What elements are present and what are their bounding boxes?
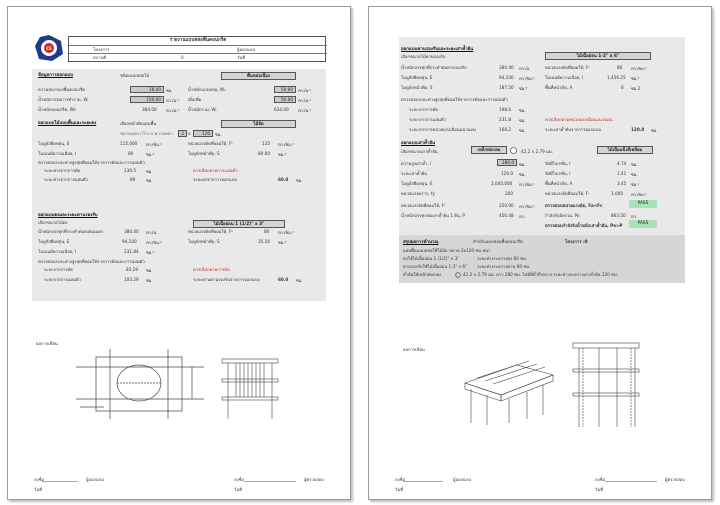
compression-pass-badge: PASS	[629, 200, 657, 208]
post-r2-label: รัศมีไจเรชั่น, r	[545, 171, 571, 176]
sheet-width-input[interactable]: 2	[178, 130, 187, 137]
unit: กก./ม.²	[298, 88, 311, 93]
joist-bending-label: ระยะจากการดัด	[44, 267, 74, 272]
sheathing-e-value: 115,000	[120, 141, 138, 146]
post-select-label: เลือกขนาดเสาค้ำยัน	[401, 149, 438, 154]
beam-e-label: โมดูลัสยืดหยุ่น, E	[401, 75, 433, 80]
beam-title: ออกแบบคานรองรับและระยะเสาค้ำยัน	[401, 47, 474, 52]
beam-size-button[interactable]: ไม้เนื้ออ่อน 1-2" x 6"	[545, 52, 651, 60]
allowance-input[interactable]: 50.00	[274, 96, 296, 103]
summary-line-post-detail: 42.2 x 2.79 มม. ยาว 280 ซม. ไม่มีที่ค้ำกึ่งกลาง ระยะห่างระหว่างเสาค้ำยัน 120 ซม.	[463, 272, 619, 277]
report-title: รายงานแบบหล่อพื้นคอนกรีต	[169, 38, 227, 43]
unit: ซม.	[215, 132, 222, 137]
date-label: วันที่	[595, 487, 603, 492]
joist-e-value: 94,100	[122, 239, 137, 244]
unit: ซม.	[631, 172, 638, 177]
sheathing-i-label: โมเมนต์ความเฉื่อย, I	[38, 151, 77, 156]
joist-select-label: เลือกขนาดไม้ตง	[38, 220, 68, 225]
unit: กก./ซม.²	[519, 76, 535, 81]
post-spacing-input-value: 120.0	[501, 171, 513, 176]
designer-role: ผู้ออกแบบ	[453, 477, 472, 482]
summary-subtitle: สำหรับแบบหล่อพื้นคอนกรีต	[473, 239, 523, 244]
post-fy-value: 200	[505, 191, 513, 196]
unit: กก./ซม.²	[278, 230, 294, 235]
beam-bending-label: ระยะจากการดัด	[409, 107, 439, 112]
summary-line-sheathing: แผ่นพื้นแบบหล่อใช้ไม้อัด ขนาด 2x120 ซม.หนา	[403, 248, 491, 253]
deflection-spacing-label: ระยะห่างจากการแอ่นตัว	[44, 177, 88, 182]
plywood-button[interactable]: ไม้อัด	[221, 120, 296, 128]
unit: ซม.	[519, 128, 526, 133]
post-a-label: พื้นที่หน้าตัด, A	[545, 181, 573, 186]
concrete-weight-label: น้ำหนักคอนกรีต, Wᴄ	[38, 107, 77, 112]
concrete-weight-value: 384.00	[142, 107, 157, 112]
unit: ซม.⁴	[146, 250, 155, 255]
date-label: วันที่	[34, 487, 42, 492]
joist-bending-value: 83.29	[126, 267, 138, 272]
report-page-1: CE รายงานแบบหล่อพื้นคอนกรีต โครงการ ผู้ออกแบบ สถานที่ 0 วันที่ ข้อมูลการออกแบบ ชนิดแบบหล่อไม้ พื้นหล่อเนื้อง ความหนาของพื้นคอนกรีต 16.00 ซม. น้ำหนักแบบหล่อ, Wₒ 50.00 กก./ม.² น้ำหนักกรรมการทำงาน, Wₗ 150.00 กก./ม.² เผื่อเพิ่ม 50.00 กก./ม.² น้ำหนักคอนกรีต, Wᴄ 384.00 กก./ม.² น้ำหนักรวม, Wₜ 634.00 กก./ม.² ออกแบบไม้แบบพื้นและระยะตง เลือกหน้าตัดแผ่นพื้น ไม้อัด ขนาดแผ่น กว้าง x ความหนา 2 x 120 ซม. โมดูลัสยืดหยุ่น, E 115,000 กก./ซม.² หน่วยแรงดัดที่ยอมให้, Fᵇ 135 กก./ซม.² โมเมนต์ความเฉื่อย, I 80 ซม.⁴ โมดูลัสหน้าตัด, S 80.00 ซม.³ ตรวจสอบระยะห่างสูงสุดที่ยอมให้จากการดัดและการแอ่นตัว ระยะห่างจากการดัด 130.5 ซม. ควรเลือกตามการแอ่นตัว ระยะห่างจากการแอ่นตัว 89 ซม. ระยะตงจากการออกแบบ 60.0 ซม. ออกแบบตงและระยะคานรองรับ เลือกขนาดไม้ตง ไม้เนื้ออ่อน 1 (1/2)" x 3" น้ำหนักบรรทุกที่กระทำต่อตงต่อเมตร 380.40 กก./ม. หน่วยแรงดัดที่ยอมให้, Fᵇ 80 กก./ซม.² โมดูลัสยืดหยุ่น, E 94,100 กก./ซม.² โมดูลัสหน้าตัด, S 35.16 ซม.³ โมเมนต์ความเฉื่อย, I 131.84 ซม.⁴ ตรวจสอบระยะห่างสูงสุดที่ยอมให้จากการดัดและการแอ่นตัว ระยะจากการดัด 83.29 ซม. ควรเลือกตามการดัด ระยะจากการแอ่นตัว 103.29 ซม. ระยะคานคานรองรับจากการออกแบบ 60.0 ซม. ผลการเขียน ลงชื่อ ผู้ออกแบบ วันที่ ลงชื่อ ผู้ตรวจสอบ วันที่	[7, 6, 351, 500]
joist-load-label: น้ำหนักบรรทุกที่กระทำต่อตงต่อเมตร	[38, 229, 104, 234]
sheathing-e-label: โมดูลัสยืดหยุ่น, E	[38, 141, 70, 146]
timber-post-button[interactable]: ไม้เนื้อแข็งสี่เหลี่ยม	[597, 146, 653, 154]
sign-label: ลงชื่อ	[595, 477, 605, 482]
slab-type-button[interactable]: พื้นหล่อเนื้อง	[221, 72, 296, 80]
joist-deflection-value: 103.29	[124, 277, 139, 282]
formwork-weight-label: น้ำหนักแบบหล่อ, Wₒ	[188, 87, 226, 92]
joist-spacing-value: 60.0	[278, 177, 289, 182]
capacity-pass-badge: PASS	[629, 220, 657, 228]
unit: ซม.	[631, 162, 638, 167]
post-r1-value: 4.74	[617, 161, 627, 166]
unit: กก./ซม.²	[631, 66, 647, 71]
sign-label: ลงชื่อ	[395, 477, 405, 482]
bending-spacing-value: 130.5	[124, 168, 136, 173]
lumber-type-label: ชนิดแบบหล่อไม้	[120, 73, 150, 78]
post-spacing-value: 120.0	[631, 127, 645, 132]
summary-line-post: ค้ำยันใช้เหล็กท่อกลม	[403, 272, 441, 277]
unit: ซม.	[146, 178, 153, 183]
sheathing-i-value: 80	[128, 151, 134, 156]
unit: ซม.	[519, 118, 526, 123]
unit: กก./ซม.²	[519, 204, 535, 209]
unit: กก./ซม.²	[146, 142, 162, 147]
post-length-input[interactable]: 280.0	[497, 159, 517, 166]
beam-s-label: โมดูลัสหน้าตัด, S	[401, 85, 433, 90]
unit: ซม.	[651, 128, 658, 133]
post-length-label: ความสูงเสาค้ำ, l	[401, 161, 432, 166]
summary-project: โครงการ :0	[565, 239, 588, 244]
sign-label: ลงชื่อ	[234, 477, 244, 482]
sheet-thickness-input[interactable]: 120	[193, 130, 213, 137]
sheathing-select-label: เลือกหน้าตัดแผ่นพื้น	[120, 121, 157, 126]
steel-pipe-button[interactable]: เหล็กท่อกลม	[471, 146, 507, 154]
allowance-label: เผื่อเพิ่ม	[188, 97, 202, 102]
compression-check-label: ตรวจสอบหน่วยแรงอัด, Fa<Fc	[545, 203, 603, 208]
beam-a-value: 8	[621, 85, 624, 90]
post-e-value: 2,040,000	[491, 181, 513, 186]
beam-a-label: พื้นที่หน้าตัด, A	[545, 85, 573, 90]
unit: ซม.³	[278, 152, 287, 157]
slab-thickness-label: ความหนาของพื้นคอนกรีต	[38, 87, 85, 92]
joist-title: ออกแบบตงและระยะคานรองรับ	[38, 213, 98, 218]
post-fc2-value: 250.00	[499, 203, 514, 208]
beam-shear-value: 168.2	[499, 127, 511, 132]
deflection-spacing-value: 89	[130, 177, 136, 182]
post-fy-label: หน่วยแรงคราก, fy	[401, 191, 435, 196]
joist-e-label: โมดูลัสยืดหยุ่น, E	[38, 239, 70, 244]
beam-shear-label: ระยะจากการหน่วยแรงเฉือนแนวนอน	[409, 127, 476, 132]
company-logo-icon	[34, 34, 64, 62]
beam-e-value: 94,100	[499, 75, 514, 80]
checker-role: ผู้ตรวจสอบ	[304, 477, 324, 482]
joist-s-value: 35.16	[258, 239, 270, 244]
joist-i-label: โมเมนต์ความเฉื่อย, I	[38, 249, 77, 254]
sheathing-check-label: ตรวจสอบระยะห่างสูงสุดที่ยอมให้จากการดัดและการแอ่นตัว	[38, 160, 145, 165]
sheathing-title: ออกแบบไม้แบบพื้นและระยะตง	[38, 121, 97, 126]
sheathing-s-label: โมดูลัสหน้าตัด, S	[188, 151, 220, 156]
beam-check-label: ตรวจสอบระยะห่างสูงสุดที่ยอมให้จากการดัดและการแอ่นตัว	[401, 97, 508, 102]
sheathing-fb-value: 135	[262, 141, 270, 146]
live-load-label: น้ำหนักกรรมการทำงาน, Wₗ	[38, 97, 89, 102]
summary-line-joist: ตงใช้ไม้เนื้ออ่อน 1 (1/2)" x 3"	[403, 256, 460, 261]
post-fc-value: 1,000	[611, 191, 623, 196]
unit: กก./ม.²	[166, 98, 179, 103]
joist-governing-note: ควรเลือกตามการดัด	[193, 267, 230, 272]
sheathing-s-value: 80.00	[258, 151, 270, 156]
total-weight-value: 634.00	[274, 107, 289, 112]
summary-title: สรุปผลการคำนวณ	[403, 240, 439, 245]
unit: กก./ซม.²	[146, 240, 162, 245]
sheet-dim-label: ขนาดแผ่น กว้าง x ความหนา	[120, 131, 173, 136]
joist-load-value: 380.40	[124, 229, 139, 234]
radio-selected-icon[interactable]	[510, 147, 517, 154]
unit: ซม.	[146, 268, 153, 273]
beam-spacing-label: ระยะคานคานรองรับจากการออกแบบ	[193, 277, 261, 282]
report-header	[68, 36, 326, 62]
joist-fb-label: หน่วยแรงดัดที่ยอมให้, Fᵇ	[188, 229, 234, 234]
post-spacing-input-label: ระยะเสาค้ำยัน	[401, 171, 428, 176]
unit: กก./ม.²	[298, 98, 311, 103]
unit: ซม.⁴	[631, 76, 640, 81]
post-capacity-value: 863.50	[611, 213, 626, 218]
location-label: สถานที่	[93, 55, 107, 60]
date-label: วันที่	[234, 487, 242, 492]
drawing-label: ผลการเขียน	[36, 341, 58, 346]
unit: ซม.	[146, 278, 153, 283]
unit: กก./ม.	[519, 66, 531, 71]
designer-label: ผู้ออกแบบ	[237, 47, 256, 52]
pipe-size-value: 42.2 x 2.79 มม.	[521, 149, 553, 154]
unit: ซม.	[519, 172, 526, 177]
unit: กก./ซม.²	[631, 192, 647, 197]
beam-load-label: น้ำหนักบรรทุกที่กระทำต่อคานรองรับ	[401, 65, 467, 70]
pipe-circle-icon	[455, 272, 461, 278]
post-load-label: น้ำหนักบรรทุกต่อเสาค้ำยัน 1 ต้น, P	[401, 213, 465, 218]
joist-size-button[interactable]: ไม้เนื้ออ่อน 1 (1/2)" x 3"	[193, 220, 285, 228]
beam-deflection-value: 231.8	[499, 117, 511, 122]
post-a-value: 3.45	[617, 181, 627, 186]
sign-label: ลงชื่อ	[34, 477, 44, 482]
svg-text:CE: CE	[46, 46, 52, 51]
slab-formwork-plan-drawing	[76, 349, 204, 419]
sheathing-governing-note: ควรเลือกตามการแอ่นตัว	[193, 168, 238, 173]
joist-i-value: 131.84	[124, 249, 139, 254]
designer-role: ผู้ออกแบบ	[86, 477, 105, 482]
post-load-value: 456.48	[499, 213, 514, 218]
unit: ซม.	[296, 178, 303, 183]
unit: ซม.³	[519, 86, 528, 91]
unit: กก./ซม.²	[519, 182, 535, 187]
unit: กก./ม.²	[298, 108, 311, 113]
post-e-label: โมดูลัสยืดหยุ่น, E	[401, 181, 433, 186]
beam-fb-label: หน่วยแรงดัดที่ยอมให้, Fᵇ	[545, 65, 591, 70]
unit: กก.	[631, 214, 638, 219]
checker-role: ผู้ตรวจสอบ	[665, 477, 685, 482]
beam-i-value: 1,456.25	[607, 75, 626, 80]
joist-fb-value: 80	[264, 229, 270, 234]
unit: ซม.³	[278, 240, 287, 245]
slab-thickness-input[interactable]: 16.00	[130, 86, 164, 93]
beam-deflection-label: ระยะจากการแอ่นตัว	[409, 117, 446, 122]
design-info-title: ข้อมูลการออกแบบ	[38, 73, 74, 78]
unit: กก./ม.²	[166, 108, 179, 113]
unit: ซม.	[166, 88, 173, 93]
post-fc2-label: หน่วยแรงอัดที่ยอมให้, Fᶜ	[401, 203, 446, 208]
beam-fb-value: 80	[617, 65, 623, 70]
drawing-label: ผลการเขียน	[403, 347, 425, 352]
date-label: วันที่	[237, 55, 245, 60]
beam-bending-value: 198.6	[499, 107, 511, 112]
calc-area	[32, 69, 326, 301]
unit: ซม.	[146, 169, 153, 174]
formwork-weight-input[interactable]: 50.00	[274, 86, 296, 93]
beam-spacing-value: 60.0	[278, 277, 289, 282]
formwork-isometric-drawing	[457, 343, 557, 425]
post-r2-value: 1.41	[617, 171, 627, 176]
summary-line-beam-spacing: ระยะห่างระหว่างคาน 60 ซม.	[477, 264, 531, 269]
sheathing-fb-label: หน่วยแรงดัดที่ยอมให้, Fᵇ	[188, 141, 234, 146]
date-label: วันที่	[395, 487, 403, 492]
beam-governing-note: ควรเลือกตามหน่วยแรงเฉือนแนวนอน	[545, 117, 613, 122]
capacity-check-label: ตรวจสอบกำลังรับน้ำหนักเสาค้ำยัน, Pa>P	[545, 223, 623, 228]
live-load-input[interactable]: 150.00	[130, 96, 164, 103]
unit: กก.	[519, 214, 526, 219]
joist-s-label: โมดูลัสหน้าตัด, S	[188, 239, 220, 244]
joist-check-label: ตรวจสอบระยะห่างสูงสุดที่ยอมให้จากการดัดและการแอ่นตัว	[38, 259, 145, 264]
post-r1-label: รัศมีไจเรชั่น, r	[545, 161, 571, 166]
total-weight-label: น้ำหนักรวม, Wₜ	[188, 107, 217, 112]
beam-i-label: โมเมนต์ความเฉื่อย, I	[545, 75, 584, 80]
post-title: ออกแบบเสาค้ำยัน	[401, 141, 435, 146]
beam-s-value: 187.50	[499, 85, 514, 90]
post-capacity-label: กำลังรับอัดรวม, Pa	[545, 213, 580, 218]
post-fc-label: หน่วยแรงอัดที่ยอมให้, Fᶜ	[545, 191, 590, 196]
unit: ซม.2	[631, 86, 641, 91]
formwork-section-drawing	[571, 339, 643, 429]
unit: ซม.²	[631, 182, 640, 187]
bending-spacing-label: ระยะห่างจากการดัด	[44, 168, 81, 173]
project-label: โครงการ	[93, 47, 110, 52]
unit: ซม.	[519, 162, 526, 167]
formwork-elevation-drawing	[220, 357, 280, 419]
post-spacing-label: ระยะเสาค้ำยันจากการออกแบบ	[545, 127, 602, 132]
joist-deflection-label: ระยะจากการแอ่นตัว	[44, 277, 81, 282]
summary-line-beam: คานรองรับใช้ไม้เนื้ออ่อน 1-2" x 6"	[403, 264, 468, 269]
report-page-2	[368, 6, 712, 500]
unit: กก./ซม.²	[278, 142, 294, 147]
unit: ซม.	[519, 108, 526, 113]
beam-select-label: เลือกขนาดไม้คานรองรับ	[401, 54, 446, 59]
unit: กก./ม.	[146, 230, 158, 235]
joist-spacing-label: ระยะตงจากการออกแบบ	[193, 177, 238, 182]
location-value: 0	[181, 55, 184, 60]
unit: ซม.	[296, 278, 303, 283]
unit: ซม.⁴	[146, 152, 155, 157]
summary-line-joist-spacing: ระยะห่างระหว่างตง 60 ซม.	[477, 256, 528, 261]
beam-load-value: 380.40	[499, 65, 514, 70]
